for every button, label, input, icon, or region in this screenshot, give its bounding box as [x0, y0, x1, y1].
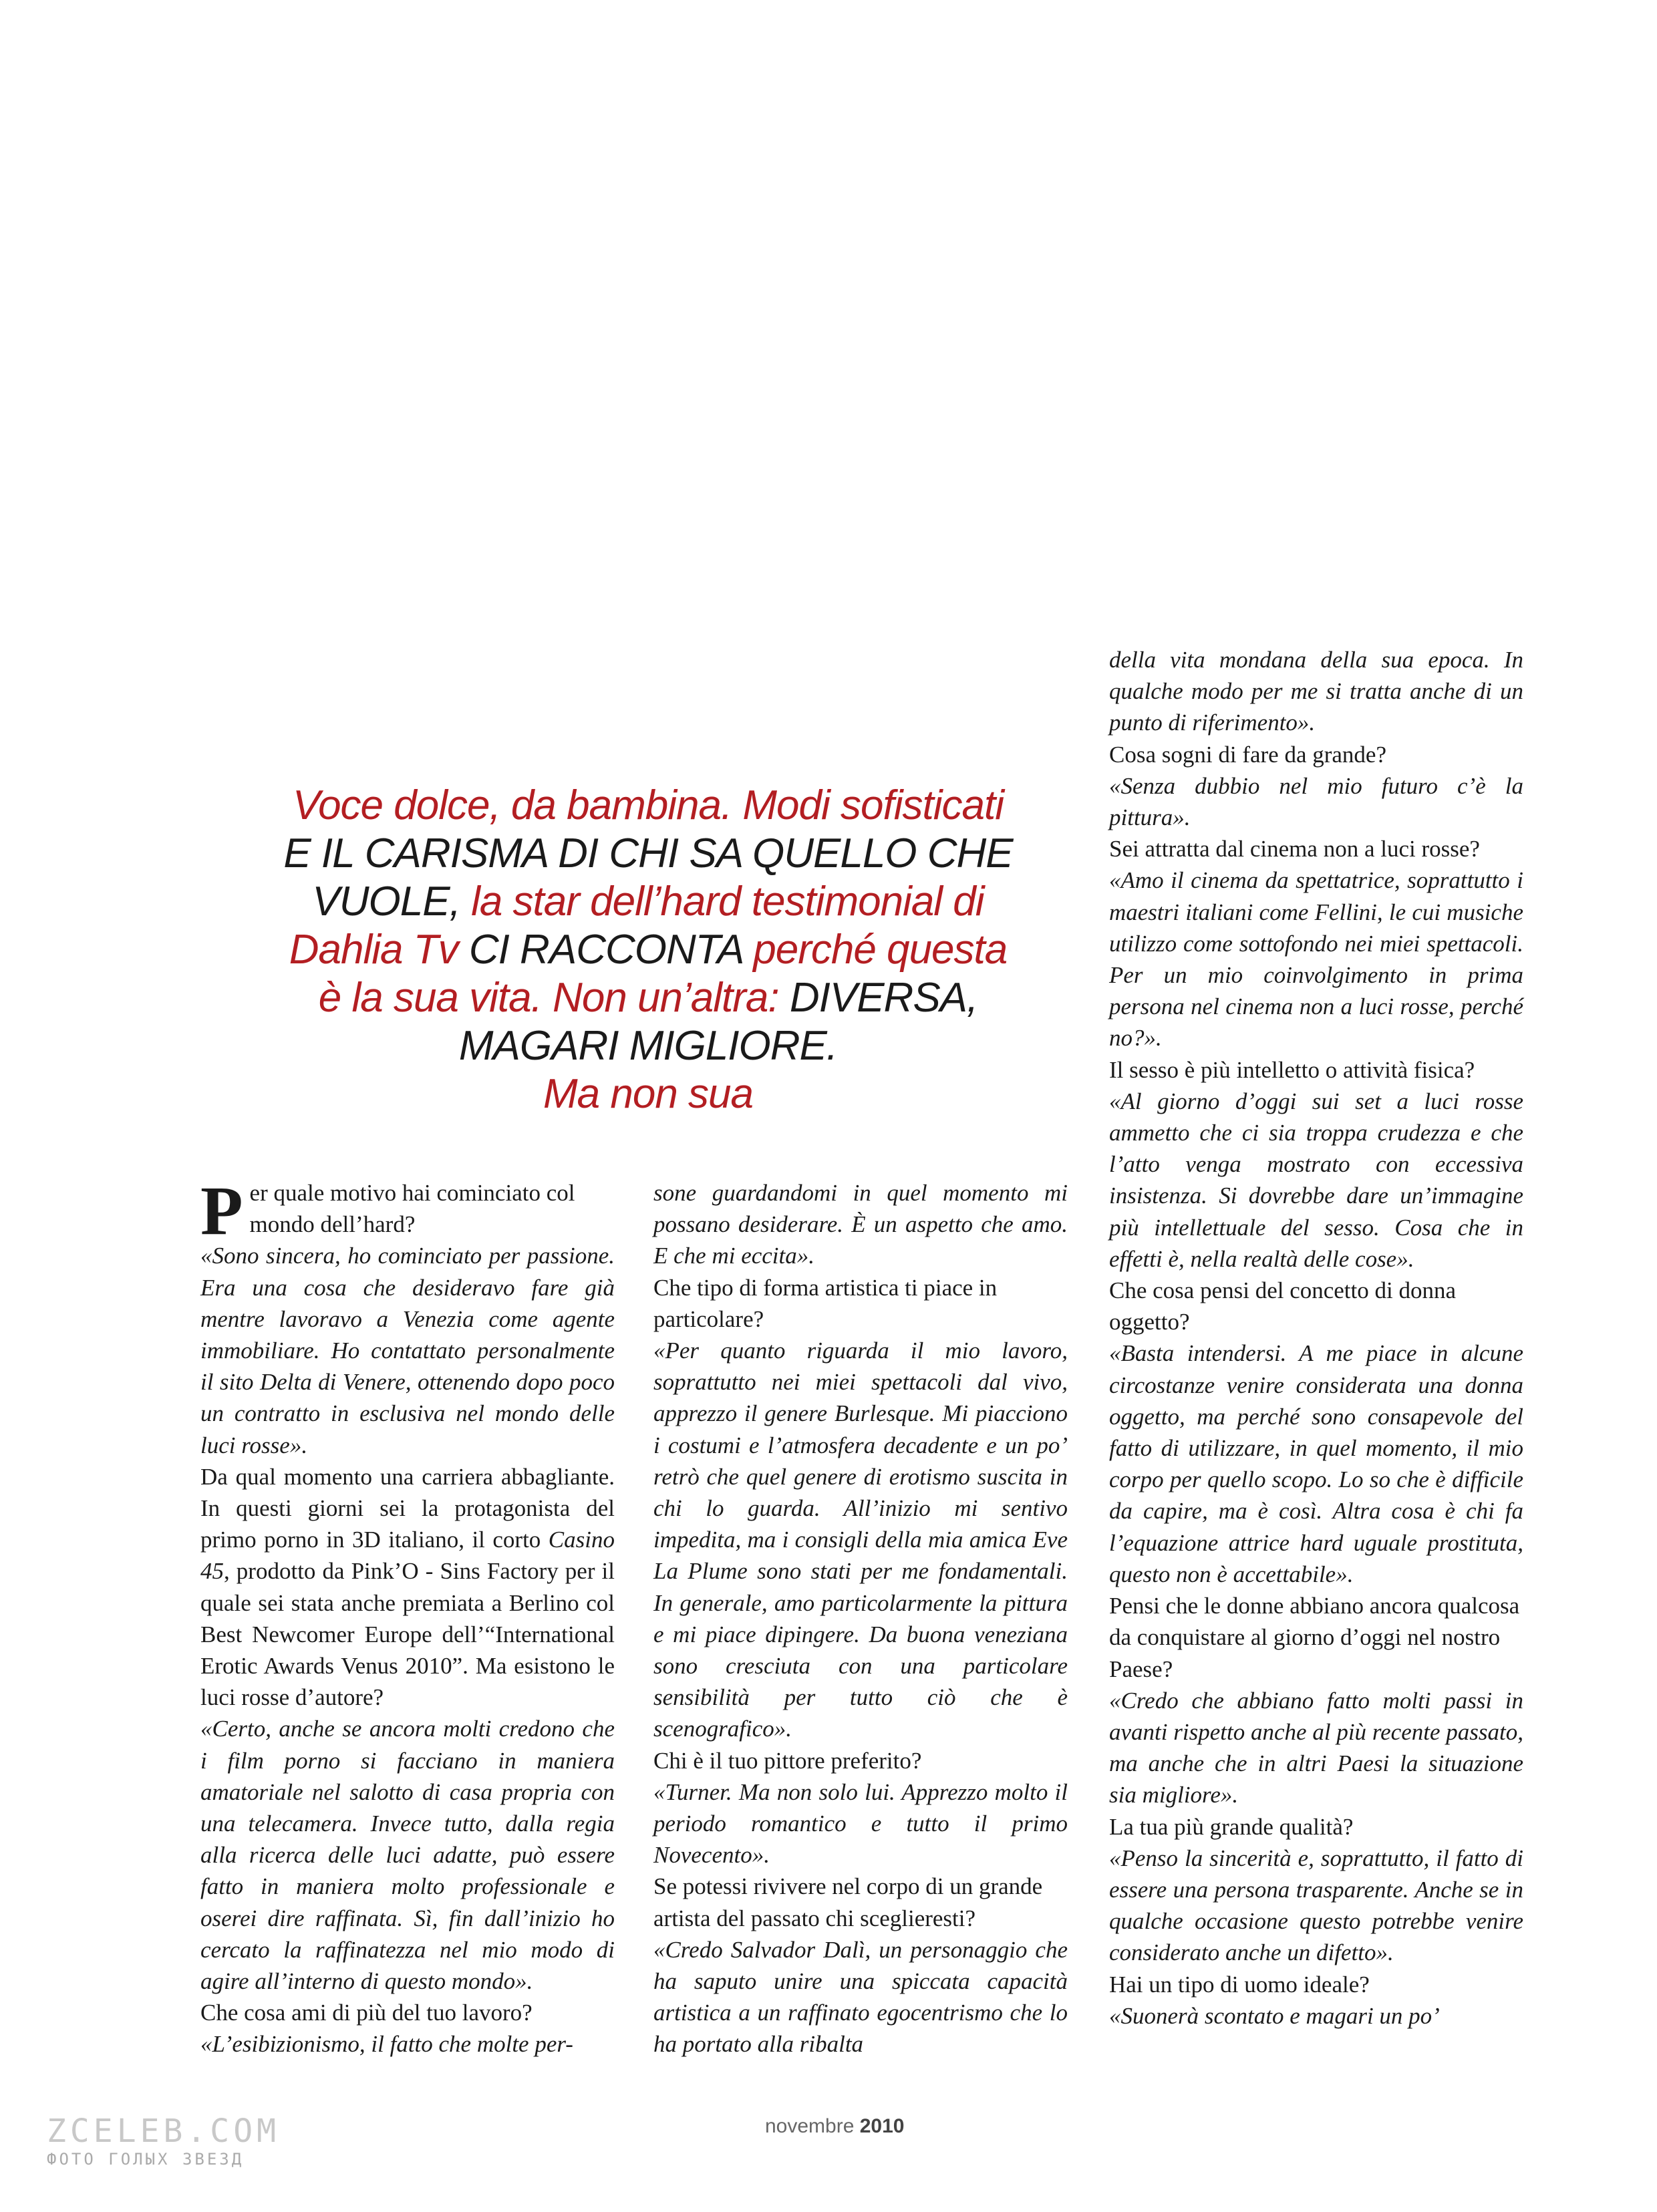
answer: «Turner. Ma non solo lui. Apprezzo molto il periodo romantico e tutto il primo Novecento». — [653, 1778, 1068, 1869]
question — [200, 1461, 615, 1714]
intro-part-1: Voce dolce, da bambina. Modi sofisticati — [293, 782, 1004, 828]
answer: «Basta intendersi. A me piace in alcune circostanze venire considerata una donna oggetto, ma perché sono consapevole del fatto di utilizzare, in quel momento, il mio corpo per quello scopo. Lo so che è difficile da capire, ma è così. Altra cosa è chi fa l’equazione attrice hard uguale prostituta, questo non è accettabile». — [1109, 1340, 1523, 1587]
question — [200, 1172, 615, 1249]
answer: «Penso la sincerità e, soprattutto, il fatto di essere una persona trasparente. Anche se in qualche occasione questo potrebbe venire considerato anche un difetto». — [1109, 1845, 1523, 1966]
answer: «Per quanto riguarda il mio lavoro, soprattutto nei miei spettacoli dal vivo, apprezzo il genere Burlesque. Mi piacciono i costumi e l’atmosfera decadente e un po’ retrò che quel genere di erotismo suscita in chi lo guarda. All’inizio mi sentivo impedita, ma i consigli della mia amica Eve La Plume sono stati per me fondamentali. In generale, amo particolarmente la pittura e mi piace dipingere. Da buona veneziana sono cresciuta con una particolare sensibilità per tutto ciò che è scenografico». — [653, 1337, 1068, 1742]
answer: della vita mondana della sua epoca. In qualche modo per me si tratta anche di un punto di riferimento». — [1109, 647, 1523, 736]
watermark-line-2: ФОТО ГОЛЫХ ЗВЕЗД — [47, 2150, 245, 2169]
intro-pullquote — [274, 782, 1022, 1118]
footer-year: 2010 — [859, 2115, 905, 2137]
answer: «Senza dubbio nel mio futuro c’è la pittura». — [1109, 772, 1523, 831]
intro-part-3: la star dell’hard testimonial di Dahlia Tv — [289, 879, 984, 973]
answer: sone guardandomi in quel momento mi possano desiderare. È un aspetto che amo. E che mi eccita». — [653, 1180, 1068, 1269]
question: La tua più grande qualità? — [1109, 1813, 1354, 1840]
intro-part-7: Ma non sua — [543, 1071, 753, 1117]
page-footer — [765, 2115, 905, 2138]
question: Sei attratta dal cinema non a luci rosse? — [1109, 836, 1480, 862]
drop-cap: P — [200, 1172, 243, 1249]
footer-month: novembre — [765, 2115, 855, 2137]
question: Il sesso è più intelletto o attività fisica? — [1109, 1056, 1475, 1083]
question: Che cosa pensi del concetto di donna oggetto? — [1109, 1277, 1457, 1335]
answer: «Credo Salvador Dalì, un personaggio che ha saputo unire una spiccata capacità artistica a un raffinato egocentrismo che lo ha portato alla ribalta — [653, 1936, 1068, 2058]
question-text: Da qual momento una carriera abbagliante. In questi giorni sei la protagonista del primo porno in 3D italiano, il corto — [200, 1463, 615, 1553]
question: Che cosa ami di più del tuo lavoro? — [200, 2000, 533, 2026]
question: Cosa sogni di fare da grande? — [1109, 741, 1386, 768]
answer: «Al giorno d’oggi sui set a luci rosse ammetto che ci sia troppa crudezza e che l’atto venga mostrato con eccessiva insistenza. Si dovrebbe dare un’immagine più intellettuale del sesso. Cosa che in effetti è, nella realtà delle cose». — [1109, 1088, 1523, 1272]
intro-part-6: DIVERSA, MAGARI MIGLIORE. — [458, 975, 978, 1069]
question-text: er quale motivo hai cominciato col mondo dell’hard? — [249, 1180, 575, 1238]
answer: «Suonerà scontato e magari un po’ — [1109, 2002, 1440, 2029]
watermark — [47, 2112, 280, 2169]
intro-part-4: CI RACCONTA — [458, 927, 743, 973]
question: Che tipo di forma artistica ti piace in particolare? — [653, 1274, 998, 1332]
film-title: Casino 45 — [200, 1527, 615, 1585]
answer: «L’esibizionismo, il fatto che molte per- — [200, 2031, 573, 2058]
text-column-2 — [653, 1177, 1068, 2060]
intro-part-5: perché questa è la sua vita. Non un’altra: — [318, 927, 1008, 1021]
question: Pensi che le donne abbiano ancora qualcosa da conquistare al giorno d’oggi nel nostro Paese? — [1109, 1593, 1520, 1682]
intro-part-2: E IL CARISMA DI CHI SA QUELLO CHE VUOLE, — [283, 830, 1013, 925]
question-text: , prodotto da Pink’O - Sins Factory per il quale sei stata anche premiata a Berlino col Best Newcomer Europe dell’“International Erotic Awards Venus 2010”. Ma esistono le luci rosse d’autore? — [200, 1558, 615, 1711]
text-column-1 — [200, 1172, 615, 2060]
answer: «Certo, anche se ancora molti credono che i film porno si facciano in maniera amatoriale nel salotto di casa propria con una telecamera. Invece tutto, dalla regia alla ricerca delle luci adatte, può essere fatto in maniera molto professionale e oserei dire raffinata. Sì, fin dall’inizio ho cercato la raffinatezza nel mio modo di agire all’interno di questo mondo». — [200, 1716, 615, 1995]
question: Chi è il tuo pittore preferito? — [653, 1747, 922, 1774]
question: Hai un tipo di uomo ideale? — [1109, 1971, 1370, 1998]
question: Se potessi rivivere nel corpo di un grande artista del passato chi sceglieresti? — [653, 1873, 1043, 1931]
answer: «Credo che abbiano fatto molti passi in avanti rispetto anche al più recente passato, ma anche che in altri Paesi la situazione sia migliore». — [1109, 1687, 1523, 1808]
answer: «Sono sincera, ho cominciato per passione. Era una cosa che desideravo fare già mentre lavoravo a Venezia come agente immobiliare. Ho contattato personalmente il sito Delta di Venere, ottenendo dopo poco un contratto in esclusiva nel mondo delle luci rosse». — [200, 1243, 615, 1458]
watermark-line-1: ZCELEB.COM — [47, 2112, 280, 2150]
answer: «Amo il cinema da spettatrice, soprattutto i maestri italiani come Fellini, le cui musiche utilizzo come sottofondo nei miei spettacoli. Per un mio coinvolgimento in prima persona nel cinema non a luci rosse, perché no?». — [1109, 867, 1523, 1052]
text-column-3 — [1109, 644, 1523, 2032]
